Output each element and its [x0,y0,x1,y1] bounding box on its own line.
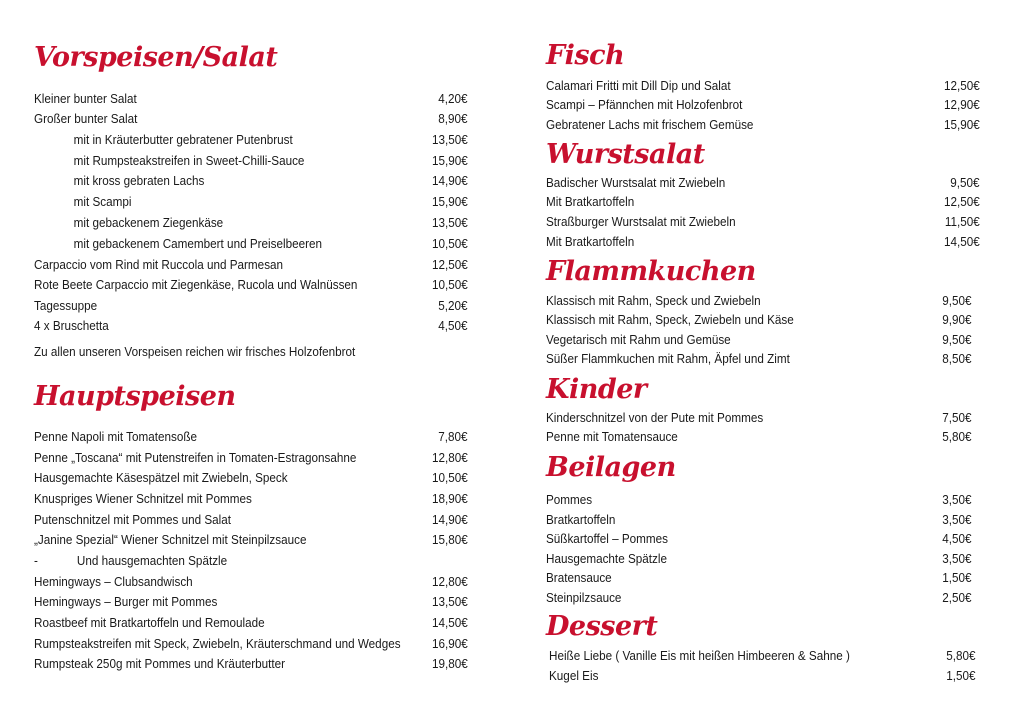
menu-item-price: 4,50€ [438,318,468,333]
menu-item-price: 3,50€ [942,492,972,507]
menu-item-price: 15,80€ [432,532,468,547]
menu-item-price: 8,90€ [438,111,468,126]
menu-item: Penne „Toscana“ mit Putenstreifen in Tomaten-Estragonsahne [34,450,357,465]
section-title-hauptspeisen: Hauptspeisen [34,381,236,412]
menu-item: Scampi – Pfännchen mit Holzofenbrot [546,97,743,112]
menu-item-price: 19,80€ [432,656,468,671]
menu-item-price: 10,50€ [432,277,468,292]
menu-item: Tagessuppe [34,298,98,313]
menu-item: Bratkartoffeln [546,512,616,527]
menu-item-price: 12,50€ [432,257,468,272]
menu-item: Rumpsteakstreifen mit Speck, Zwiebeln, Kräuterschmand und Wedges [34,636,401,651]
menu-item-price: 12,80€ [432,450,468,465]
menu-item-price: 9,50€ [942,332,972,347]
menu-item-price: 7,80€ [438,429,468,444]
menu-item: Straßburger Wurstsalat mit Zwiebeln [546,214,736,229]
menu-item: Bratensauce [546,570,612,585]
menu-item: Süßkartoffel – Pommes [546,531,669,546]
menu-item-price: 16,90€ [432,636,468,651]
section-title-dessert: Dessert [546,611,658,642]
menu-item: Penne Napoli mit Tomatensoße [34,429,198,444]
menu-item: mit gebackenem Ziegenkäse [73,215,224,230]
menu-item: Badischer Wurstsalat mit Zwiebeln [546,175,726,190]
menu-item-price: 12,80€ [432,574,468,589]
menu-item: mit kross gebraten Lachs [73,173,205,188]
menu-item-price: 15,90€ [432,153,468,168]
menu-item: - Und hausgemachten Spätzle [34,553,228,568]
menu-item: Putenschnitzel mit Pommes und Salat [34,512,232,527]
section-title-wurstsalat: Wurstsalat [546,139,705,170]
menu-item: mit Rumpsteakstreifen in Sweet-Chilli-Sauce [73,153,305,168]
menu-item-price: 4,20€ [438,91,468,106]
menu-item: Kleiner bunter Salat [34,91,137,106]
menu-item-price: 1,50€ [946,668,976,683]
menu-item: Heiße Liebe ( Vanille Eis mit heißen Himbeeren & Sahne ) [549,648,850,663]
menu-item-price: 1,50€ [942,570,972,585]
menu-item-price: 14,50€ [432,615,468,630]
menu-item-price: 7,50€ [942,410,972,425]
menu-item: Klassisch mit Rahm, Speck, Zwiebeln und Käse [546,312,794,327]
menu-item-price: 18,90€ [432,491,468,506]
menu-item-price: 9,50€ [950,175,980,190]
menu-item-price: 9,50€ [942,293,972,308]
menu-item-price: 15,90€ [944,117,980,132]
menu-item: Penne mit Tomatensauce [546,429,678,444]
section-note: Zu allen unseren Vorspeisen reichen wir frisches Holzofenbrot [34,344,356,359]
menu-item: Klassisch mit Rahm, Speck und Zwiebeln [546,293,761,308]
menu-item-price: 13,50€ [432,132,468,147]
menu-item: mit Scampi [73,194,132,209]
menu-item-price: 11,50€ [945,214,980,229]
menu-item: Rumpsteak 250g mit Pommes und Kräuterbutter [34,656,286,671]
menu-item-price: 9,90€ [942,312,972,327]
menu-item: Hausgemachte Käsespätzel mit Zwiebeln, Speck [34,470,288,485]
menu-item: Pommes [546,492,593,507]
menu-item-price: 5,80€ [942,429,972,444]
menu-item: Hemingways – Burger mit Pommes [34,594,218,609]
menu-item: Hausgemachte Spätzle [546,551,667,566]
section-title-beilagen: Beilagen [546,452,676,483]
menu-item: Süßer Flammkuchen mit Rahm, Äpfel und Zimt [546,351,790,366]
section-title-flammkuchen: Flammkuchen [546,256,756,287]
menu-item: Mit Bratkartoffeln [546,234,635,249]
menu-item: Carpaccio vom Rind mit Ruccola und Parmesan [34,257,284,272]
menu-item-price: 2,50€ [942,590,972,605]
menu-item: Kinderschnitzel von der Pute mit Pommes [546,410,764,425]
menu-item-price: 10,50€ [432,236,468,251]
menu-item: „Janine Spezial“ Wiener Schnitzel mit Steinpilzsauce [34,532,307,547]
section-title-fisch: Fisch [546,40,625,71]
menu-item: mit gebackenem Camembert und Preiselbeeren [73,236,323,251]
menu-item-price: 14,50€ [944,234,980,249]
menu-item-price: 4,50€ [942,531,972,546]
menu-item: Hemingways – Clubsandwisch [34,574,193,589]
menu-item-price: 5,20€ [438,298,468,313]
menu-item-price: 3,50€ [942,512,972,527]
menu-item: Rote Beete Carpaccio mit Ziegenkäse, Rucola und Walnüssen [34,277,358,292]
menu-item-price: 13,50€ [432,594,468,609]
menu-item: Vegetarisch mit Rahm und Gemüse [546,332,731,347]
menu-item: Steinpilzsauce [546,590,622,605]
menu-item-price: 13,50€ [432,215,468,230]
menu-item: Mit Bratkartoffeln [546,194,635,209]
menu-item-price: 5,80€ [946,648,976,663]
section-title-kinder: Kinder [546,374,647,405]
menu-item: Kugel Eis [549,668,599,683]
menu-item: 4 x Bruschetta [34,318,109,333]
menu-item: Knuspriges Wiener Schnitzel mit Pommes [34,491,252,506]
menu-item-price: 8,50€ [942,351,972,366]
menu-item-price: 3,50€ [942,551,972,566]
menu-item: Roastbeef mit Bratkartoffeln und Remoulade [34,615,265,630]
menu-item-price: 12,50€ [944,194,980,209]
menu-item-price: 12,90€ [944,97,980,112]
menu-item-price: 10,50€ [432,470,468,485]
menu-item: Calamari Fritti mit Dill Dip und Salat [546,78,731,93]
section-title-vorspeisen: Vorspeisen/Salat [34,42,278,73]
menu-item-price: 14,90€ [432,173,468,188]
menu-item-price: 14,90€ [432,512,468,527]
menu-item: Gebratener Lachs mit frischem Gemüse [546,117,754,132]
menu-item: Großer bunter Salat [34,111,138,126]
menu-item: mit in Kräuterbutter gebratener Putenbrust [73,132,293,147]
menu-item-price: 15,90€ [432,194,468,209]
menu-item-price: 12,50€ [944,78,980,93]
